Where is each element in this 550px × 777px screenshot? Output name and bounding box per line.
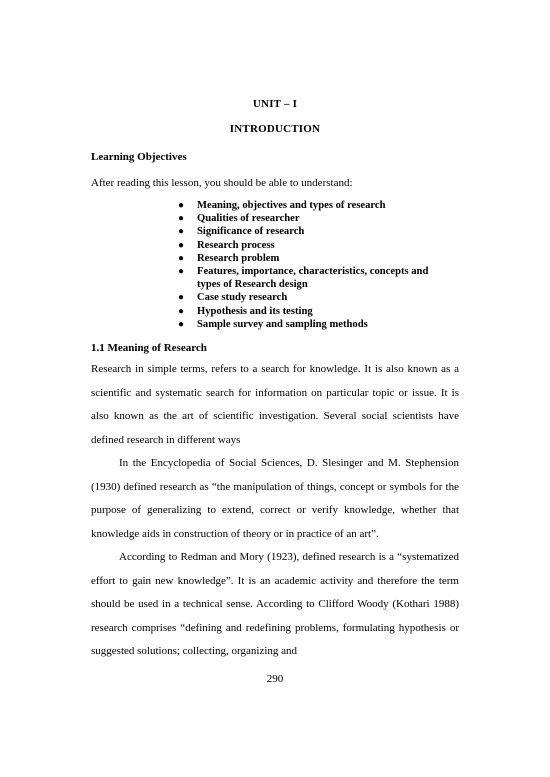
section-body: [91, 358, 459, 664]
learning-objectives-intro: After reading this lesson, you should be able to understand:: [91, 177, 353, 189]
objective-text: Research problem: [197, 252, 280, 264]
list-item: [178, 265, 448, 291]
section-heading: 1.1 Meaning of Research: [91, 342, 207, 354]
learning-objectives-heading: Learning Objectives: [91, 151, 187, 163]
chapter-title: INTRODUCTION: [229, 123, 321, 135]
unit-title: UNIT – I: [252, 98, 298, 110]
list-item: [178, 305, 448, 318]
bullet-icon: ●: [178, 226, 185, 238]
objective-text: Features, importance, characteristics, concepts and types of Research design: [197, 266, 429, 291]
bullet-icon: ●: [178, 200, 185, 211]
bullet-icon: ●: [178, 213, 185, 225]
objective-text: Sample survey and sampling methods: [197, 318, 368, 330]
bullet-icon: ●: [178, 252, 185, 264]
list-item: [178, 239, 448, 252]
list-item: [178, 318, 448, 331]
objective-text: Case study research: [197, 292, 288, 304]
objective-text: Meaning, objectives and types of research: [197, 200, 386, 211]
list-item: [178, 291, 448, 304]
bullet-icon: ●: [178, 266, 185, 278]
bullet-icon: ●: [178, 318, 185, 330]
objective-text: Significance of research: [197, 226, 305, 238]
list-item: [178, 199, 448, 212]
objective-text: Hypothesis and its testing: [197, 305, 313, 317]
list-item: [178, 212, 448, 225]
list-item: [178, 252, 448, 265]
paragraph: In the Encyclopedia of Social Sciences, D. Slesinger and M. Stephension (1930) defined research as “the manipulation of things, concept or symbols for the purpose of generalizing to extend, correct or verify knowledge, whether that knowledge aids in construction of theory or in practice of an art”.: [91, 457, 459, 540]
bullet-icon: ●: [178, 239, 185, 251]
bullet-icon: ●: [178, 292, 185, 304]
page-number: 290: [266, 673, 284, 685]
objective-text: Qualities of researcher: [197, 213, 300, 225]
paragraph: According to Redman and Mory (1923), defined research is a “systematized effort to gain new knowledge”. It is an academic activity and therefore the term should be used in a technical sense. According to Clifford Woody (Kothari 1988) research comprises “defining and redefining problems, formulating hypothesis or suggested solutions; collecting, organizing and: [91, 551, 459, 657]
paragraph: Research in simple terms, refers to a search for knowledge. It is also known as a scientific and systematic search for information on particular topic or issue. It is also known as the art of scientific investigation. Several social scientists have defined research in different ways: [91, 363, 459, 446]
bullet-icon: ●: [178, 305, 185, 317]
list-item: [178, 225, 448, 238]
objective-text: Research process: [197, 239, 275, 251]
learning-objectives-list: [178, 199, 448, 331]
